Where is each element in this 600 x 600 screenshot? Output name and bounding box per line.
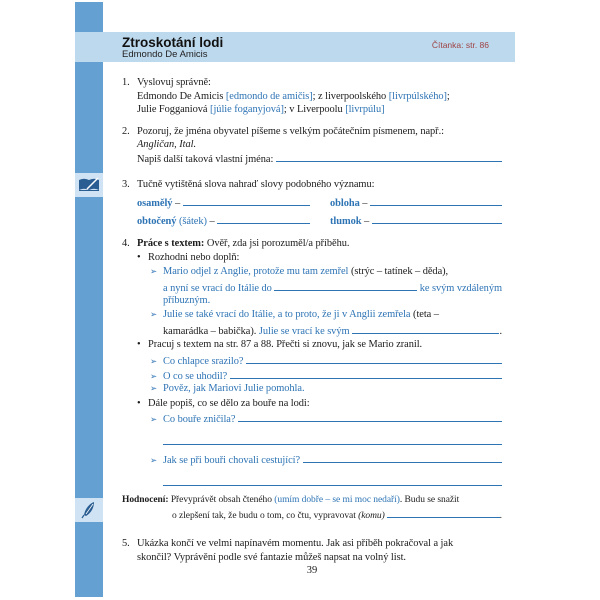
text-line — [330, 195, 502, 210]
text-line — [122, 237, 502, 250]
text-segment: (umím dobře – se mi moc nedaří) — [274, 495, 400, 505]
answer-blank — [303, 452, 502, 463]
text-segment: Tučně vytištěná slova nahraď slovy podobného významu: — [137, 179, 375, 190]
item-number: 5. — [122, 538, 130, 549]
text-segment: . — [499, 511, 502, 521]
text-segment: příbuzným. — [163, 295, 211, 306]
text-line — [137, 90, 502, 103]
text-segment: ; — [446, 91, 450, 102]
text-segment: Práce s textem: — [137, 238, 205, 249]
text-line — [150, 452, 502, 467]
answer-blank — [217, 213, 310, 224]
text-line — [122, 76, 502, 89]
answer-blank — [230, 368, 502, 379]
text-line — [150, 353, 502, 368]
text-segment: . Budu se snažit — [399, 495, 460, 505]
text-line — [137, 251, 502, 264]
answer-blank — [276, 151, 502, 162]
answer-blank — [238, 411, 502, 422]
text-segment: [livrpúlského] — [388, 91, 447, 102]
text-segment: kamarádka – babička). — [163, 326, 259, 337]
text-line — [150, 368, 502, 383]
item-number: 1. — [122, 77, 130, 88]
text-segment: Jak se při bouři chovali cestující? — [163, 455, 303, 466]
bullet-icon: • — [137, 252, 141, 263]
text-segment: Edmondo De Amicis — [137, 91, 226, 102]
text-line — [150, 308, 502, 321]
item-number: 2. — [122, 126, 130, 137]
answer-blank — [370, 195, 502, 206]
text-segment: obloha — [330, 198, 360, 209]
text-line — [163, 280, 502, 295]
text-line — [150, 411, 502, 426]
text-segment: Pozoruj, že jména obyvatel píšeme s velkým počátečním písmenem, např.: — [137, 126, 444, 137]
arrow-bullet-icon: ➢ — [150, 266, 158, 276]
item-number: 4. — [122, 238, 130, 249]
text-line — [137, 151, 502, 166]
bullet-icon: • — [137, 398, 141, 409]
text-segment: Vyslovuj správně: — [137, 77, 211, 88]
answer-blank — [183, 195, 310, 206]
text-segment: Ověř, zda jsi porozuměl/a příběhu. — [204, 238, 350, 249]
text-segment: Pracuj s textem na str. 87 a 88. Přečti si znovu, jak se Mario zranil. — [148, 339, 423, 350]
text-line — [330, 213, 502, 228]
text-segment: (šátek) — [176, 216, 207, 227]
text-segment: [júlie foganyjová] — [210, 104, 284, 115]
text-segment: – — [359, 198, 370, 209]
text-segment: Mario odjel z Anglie, protože mu tam zemřel — [163, 266, 351, 277]
text-line — [122, 537, 502, 550]
text-segment: Julie se vrací ke svým — [258, 326, 353, 337]
text-line — [163, 475, 502, 486]
answer-blank — [387, 507, 500, 518]
text-line — [137, 397, 502, 410]
answer-blank — [352, 323, 499, 334]
text-segment: tlumok — [330, 216, 362, 227]
text-segment: – — [206, 216, 218, 227]
text-line — [163, 323, 502, 338]
text-segment: . — [499, 326, 502, 337]
text-segment: Angličan, Ital. — [137, 139, 196, 150]
text-segment: Co chlapce srazilo? — [163, 356, 246, 367]
arrow-bullet-icon: ➢ — [150, 383, 158, 393]
text-line — [137, 213, 310, 228]
text-line — [150, 382, 502, 395]
text-line — [150, 265, 502, 278]
text-segment: Dále popiš, co se dělo za bouře na lodi: — [148, 398, 310, 409]
quill-pen-icon — [75, 498, 103, 522]
text-segment: Rozhodni nebo doplň: — [148, 252, 240, 263]
text-segment: Ukázka končí ve velmi napínavém momentu. Jak asi příběh pokračoval a jak — [137, 538, 454, 549]
text-segment: Pověz, jak Mariovi Julie pomohla. — [163, 383, 305, 394]
reader-reference: Čítanka: str. 86 — [431, 40, 489, 50]
text-segment: [edmondo de amičis] — [225, 91, 313, 102]
text-segment: ; z liverpoolského — [312, 91, 389, 102]
text-segment: ke svým vzdáleným — [417, 283, 502, 294]
text-segment: o zlepšení tak, že budu o tom, co čtu, vypravovat — [172, 511, 359, 521]
text-segment: – — [172, 198, 183, 209]
text-segment: osamělý — [137, 198, 173, 209]
text-segment: skončil? Vyprávění podle své fantazie můžeš napsat na volný list. — [137, 552, 406, 563]
text-line — [122, 178, 502, 191]
answer-blank — [163, 434, 502, 445]
text-line — [122, 125, 502, 138]
text-segment: O co se uhodil? — [163, 371, 230, 382]
open-book-pen-icon — [75, 173, 103, 197]
text-segment: Napiš další taková vlastní jména: — [137, 154, 276, 165]
text-segment: Julie se také vrací do Itálie, a to proto, že ji v Anglii zemřela — [163, 309, 414, 320]
bullet-icon: • — [137, 339, 141, 350]
text-segment: (komu) — [358, 511, 388, 521]
text-segment: Převyprávět obsah čteného — [170, 495, 275, 505]
answer-blank — [163, 475, 502, 486]
item-number: 3. — [122, 179, 130, 190]
answer-blank — [246, 353, 502, 364]
text-segment: obtočený — [137, 216, 177, 227]
text-line — [172, 507, 502, 523]
text-line — [122, 494, 502, 507]
text-segment: (strýc – tatínek – děda), — [350, 266, 449, 277]
author-name: Edmondo De Amicis — [122, 49, 208, 60]
page-number: 39 — [306, 565, 318, 576]
text-line — [137, 103, 502, 116]
text-line — [137, 195, 310, 210]
arrow-bullet-icon: ➢ — [150, 414, 158, 424]
header-band — [75, 32, 515, 62]
text-line — [163, 294, 502, 307]
text-line — [137, 138, 502, 151]
page-title: Ztroskotání lodi — [122, 35, 224, 50]
text-segment: (teta – — [413, 309, 439, 320]
text-line — [163, 434, 502, 445]
text-line — [137, 551, 502, 564]
arrow-bullet-icon: ➢ — [150, 309, 158, 319]
text-segment: ; v Liverpoolu — [283, 104, 346, 115]
text-segment: Hodnocení: — [122, 495, 171, 505]
text-segment: a nyní se vrací do Itálie do — [163, 283, 275, 294]
arrow-bullet-icon: ➢ — [150, 356, 158, 366]
text-segment: Julie Fogganiová — [137, 104, 211, 115]
arrow-bullet-icon: ➢ — [150, 371, 158, 381]
text-segment: – — [361, 216, 372, 227]
answer-blank — [274, 280, 417, 291]
answer-blank — [372, 213, 502, 224]
text-line — [137, 338, 502, 351]
text-segment: [livrpúlu] — [345, 104, 385, 115]
arrow-bullet-icon: ➢ — [150, 455, 158, 465]
text-segment: Co bouře zničila? — [163, 414, 238, 425]
